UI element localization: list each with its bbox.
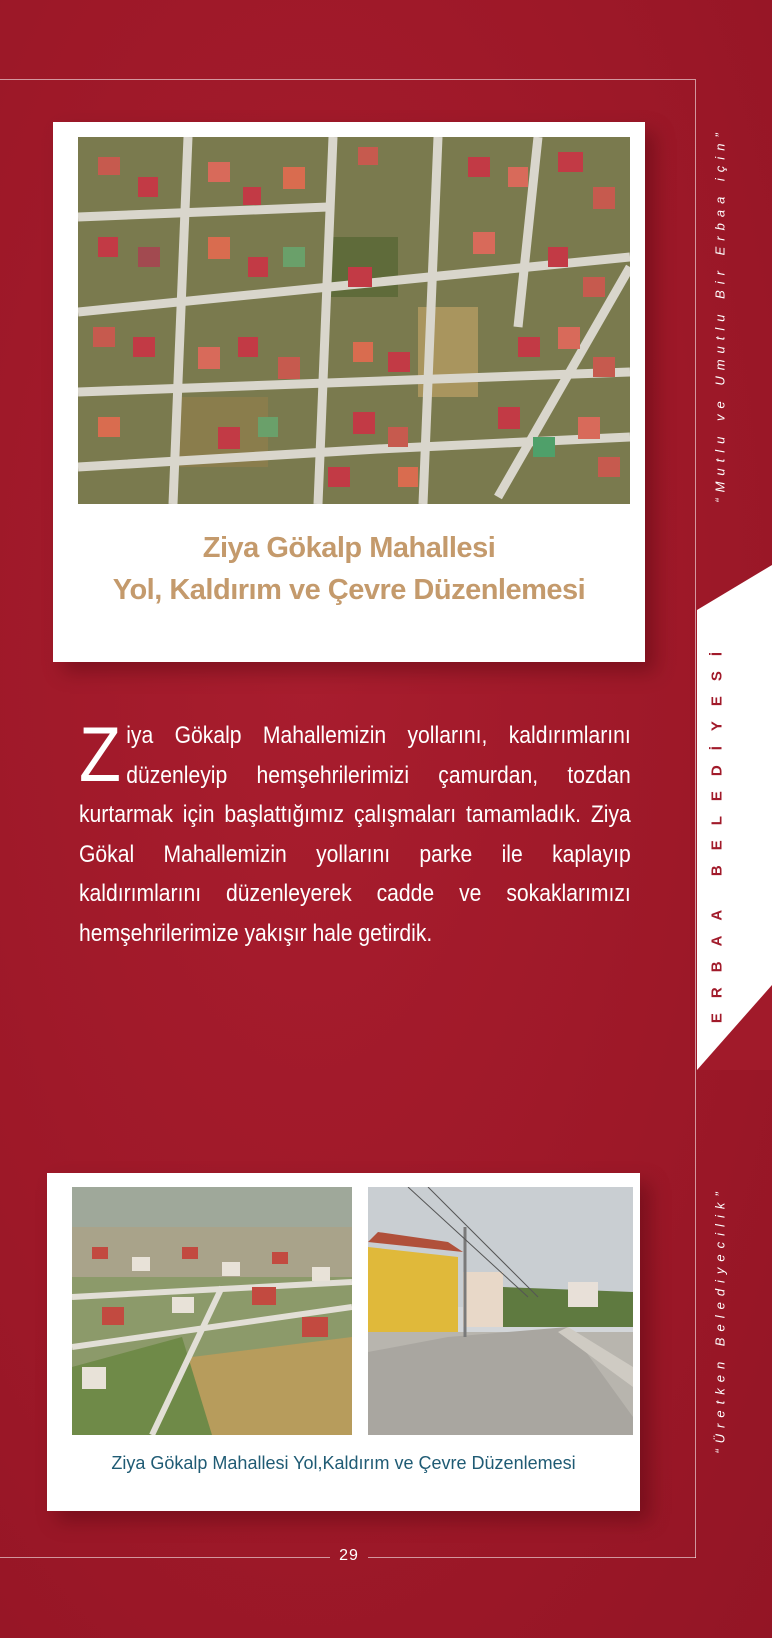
photo-caption: Ziya Gökalp Mahallesi Yol,Kaldırım ve Çevre Düzenlemesi (111, 1453, 576, 1473)
photo-card (47, 1173, 640, 1511)
aerial-neighborhood-photo (78, 137, 630, 504)
aerial-village-photo (72, 1187, 352, 1435)
body-paragraph (79, 710, 631, 953)
side-slogan-top (700, 80, 740, 550)
side-slogan-top-text: “Mutlu ve Umutlu Bir Erbaa için” (712, 127, 728, 503)
feature-title-line1: Ziya Gökalp Mahallesi (202, 532, 496, 564)
drop-cap: Z (79, 710, 121, 798)
frame-line-bottom-right (368, 1557, 696, 1558)
side-slogan-bottom-text: “Üretken Belediyecilik” (712, 1186, 728, 1454)
street-photo (368, 1187, 633, 1435)
side-brand-text: ERBAA BELEDİYESİ (708, 636, 726, 1024)
page-number: 29 (339, 1547, 359, 1564)
frame-line-top (0, 79, 696, 80)
feature-title (53, 527, 645, 611)
body-text: iya Gökalp Mahallemizin yollarını, kaldırımlarını düzenleyip hemşehrilerimizi çamurdan, tozdan kurtarmak için başlattığımız çalışmaları tamamladık. Ziya Gökal Mahallemizin yollarını parke ile kaplayıp kaldırımlarını düzenleyerek cadde ve sokaklarımızı hemşehrilerimize yakışır hale getirdik. (79, 722, 631, 947)
side-slogan-bottom (700, 1080, 740, 1560)
side-brand (697, 610, 737, 1050)
frame-line-right (695, 80, 696, 1558)
feature-card (53, 122, 645, 662)
feature-title-line2: Yol, Kaldırım ve Çevre Düzenlemesi (112, 574, 586, 606)
frame-line-bottom-left (0, 1557, 330, 1558)
